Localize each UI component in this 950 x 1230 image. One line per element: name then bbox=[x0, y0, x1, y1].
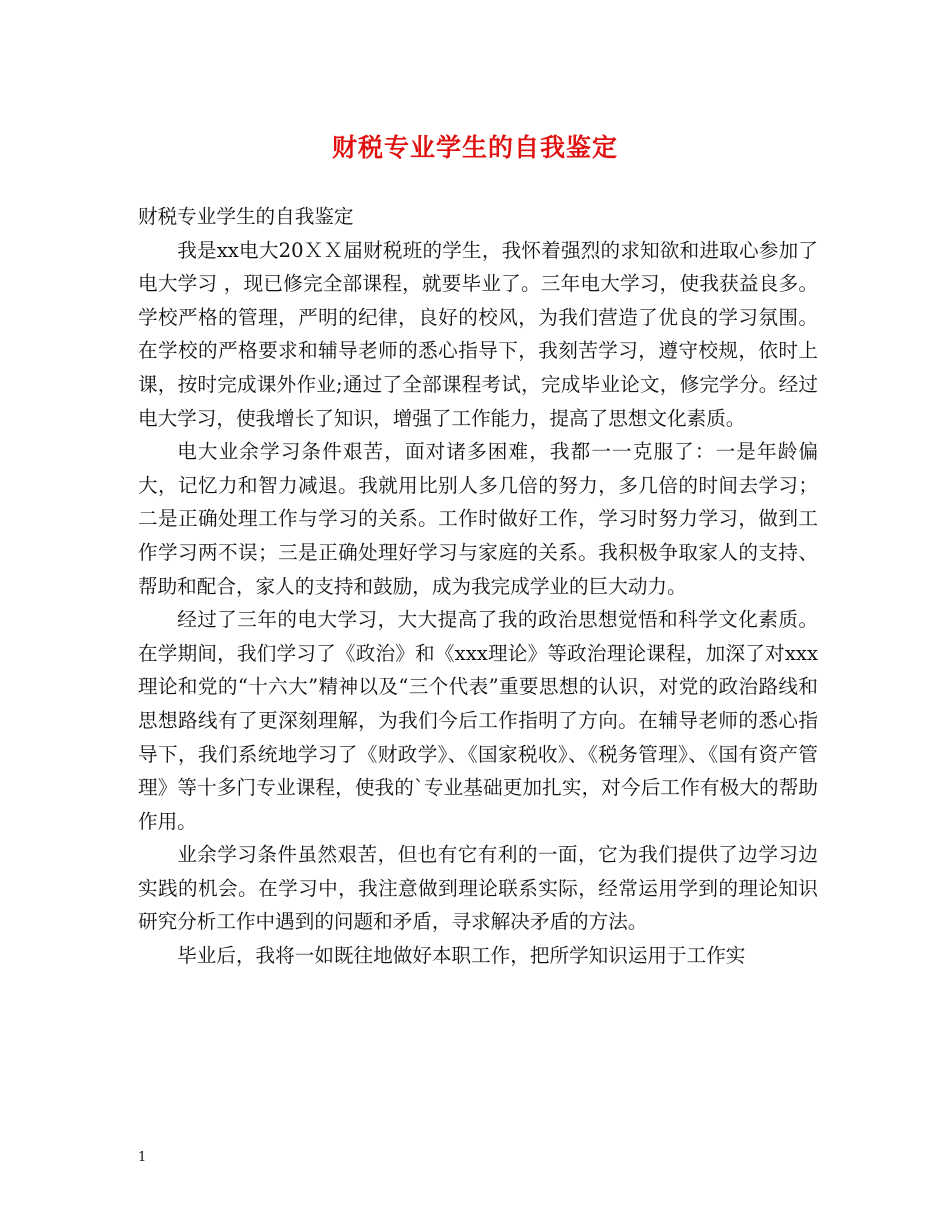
page-number: 1 bbox=[138, 1150, 147, 1165]
document-title: 财税专业学生的自我鉴定 bbox=[331, 133, 618, 162]
paragraph-5: 毕业后，我将一如既往地做好本职工作，把所学知识运用于工作实 bbox=[177, 944, 746, 968]
paragraph-2: 电大业余学习条件艰苦，面对诸多困难，我都一一克服了：一是年龄偏大，记忆力和智力减退。我就用比别人多几倍的努力，多几倍的时间去学习；二是正确处理工作与学习的关系。工作时做好工作，学习时努力学习，做到工作学习两不误；三是正确处理好学习与家庭的关系。我积极争取家人的支持、帮助和配合，家人的支持和鼓励，成为我完成学业的巨大动力。 bbox=[138, 440, 818, 598]
paragraph-1: 我是xx电大20ＸＸ届财税班的学生，我怀着强烈的求知欲和进取心参加了电大学习 ，现已修完全部课程，就要毕业了。三年电大学习，使我获益良多。学校严格的管理，严明的纪律，良好的校风，为我们营造了优良的学习氛围。在学校的严格要求和辅导老师的悉心指导下，我刻苦学习，遵守校规，依时上课，按时完成课外作业;通过了全部课程考试，完成毕业论文，修完学分。经过电大学习，使我增长了知识，增强了工作能力，提高了思想文化素质。 bbox=[138, 238, 818, 430]
document-subtitle: 财税专业学生的自我鉴定 bbox=[138, 205, 354, 228]
paragraph-4: 业余学习条件虽然艰苦，但也有它有利的一面，它为我们提供了边学习边实践的机会。在学习中，我注意做到理论联系实际，经常运用学到的理论知识研究分析工作中遇到的问题和矛盾，寻求解决矛盾的方法。 bbox=[138, 843, 818, 934]
paragraph-3: 经过了三年的电大学习，大大提高了我的政治思想觉悟和科学文化素质。在学期间，我们学习了《政治》和《xxx理论》等政治理论课程，加深了对xxx理论和党的“十六大”精神以及“三个代表”重要思想的认识，对党的政治路线和思想路线有了更深刻理解，为我们今后工作指明了方向。在辅导老师的悉心指导下，我们系统地学习了《财政学》、《国家税收》、《税务管理》、《国有资产管理》等十多门专业课程，使我的`专业基础更加扎实，对今后工作有极大的帮助作用。 bbox=[138, 608, 818, 833]
document-body bbox=[138, 200, 818, 973]
